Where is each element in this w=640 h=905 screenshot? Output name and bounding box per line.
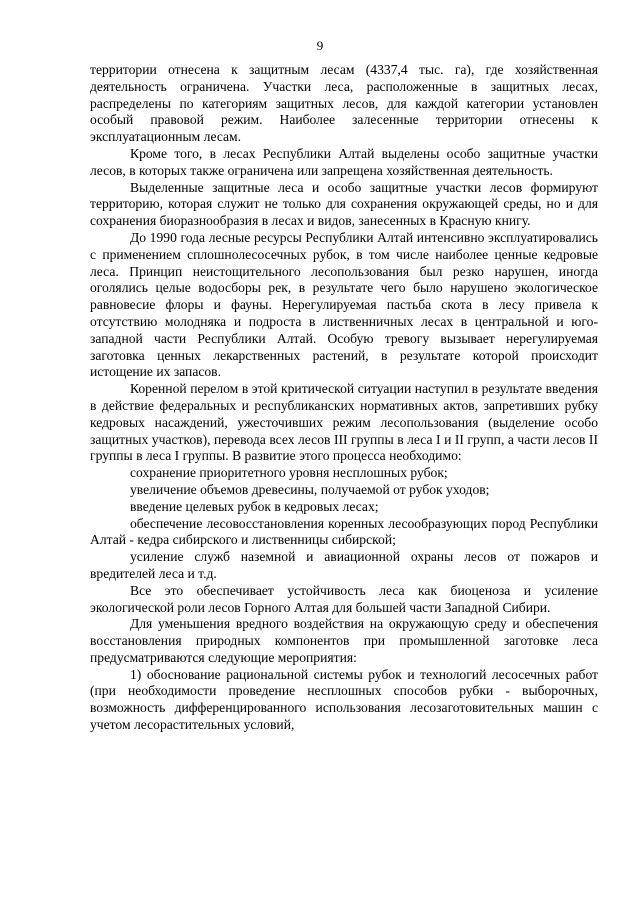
paragraph: сохранение приоритетного уровня несплошных рубок; xyxy=(130,465,448,481)
paragraph: территории отнесена к защитным лесам (4337,4 тыс. га), где хозяйственная деятельность ограничена. Участки леса, расположенные в защитных лесах, распределены по категориям защитных лесов, для каждой категории установлен особый правовой режим. Наиболее залесенные территории отнесены к эксплуатационным лесам. xyxy=(90,62,598,145)
paragraph: Выделенные защитные леса и особо защитные участки лесов формируют территорию, которая служит не только для сохранения окружающей среды, но и для сохранения биоразнообразия в лесах и видов, занесенных в Красную книгу. xyxy=(90,179,598,229)
paragraph: Кроме того, в лесах Республики Алтай выделены особо защитные участки лесов, в которых также ограничена или запрещена хозяйственная деятельность. xyxy=(90,145,598,178)
paragraph: 1) обоснование рациональной системы рубок и технологий лесосечных работ (при необходимости проведение несплошных способов рубки - выборочных, возможность дифференцированного использования лесозаготовительных машин с учетом лесорастительных условий, xyxy=(90,666,598,733)
paragraph: усиление служб наземной и авиационной охраны лесов от пожаров и вредителей леса и т.д. xyxy=(90,549,598,581)
paragraph: До 1990 года лесные ресурсы Республики Алтай интенсивно эксплуатировались с применением сплошнолесосечных рубок, в том числе наиболее ценные кедровые леса. Принцип неистощительного лесопользования был резко нарушен, иногда оголялись целые водосборы рек, в результате чего было нарушено экологическое равновесие флоры и фауны. Нерегулируемая пастьба скота в лесу привела к отсутствию молодняка и подроста в лиственничных лесах в центральной и юго-западной части Республики Алтай. Особую тревогу вызывает нерегулируемая заготовка ценных лекарственных растений, в результате которой происходит истощение их запасов. xyxy=(90,229,598,380)
paragraph: Коренной перелом в этой критической ситуации наступил в результате введения в действие федеральных и республиканских нормативных актов, запретивших рубку кедровых насаждений, ужесточивших режим лесопользования (выделение особо защитных участков), перевода всех лесов III группы в леса I и II групп, а части лесов II группы в леса I группы. В развитие этого процесса необходимо: xyxy=(90,381,598,464)
paragraph: введение целевых рубок в кедровых лесах; xyxy=(130,498,379,514)
paragraph: увеличение объемов древесины, получаемой от рубок уходов; xyxy=(130,481,490,497)
document-body xyxy=(90,62,598,734)
paragraph: Все это обеспечивает устойчивость леса как биоценоза и усиление экологической роли лесов Горного Алтая для большей части Западной Сибири. xyxy=(90,582,598,615)
page-number: 9 xyxy=(316,38,324,53)
paragraph: Для уменьшения вредного воздействия на окружающую среду и обеспечения восстановления природных компонентов при промышленной заготовке леса предусматриваются следующие мероприятия: xyxy=(90,616,598,665)
paragraph: обеспечение лесовосстановления коренных лесообразующих пород Республики Алтай - кедра сибирского и лиственницы сибирской; xyxy=(90,515,598,548)
